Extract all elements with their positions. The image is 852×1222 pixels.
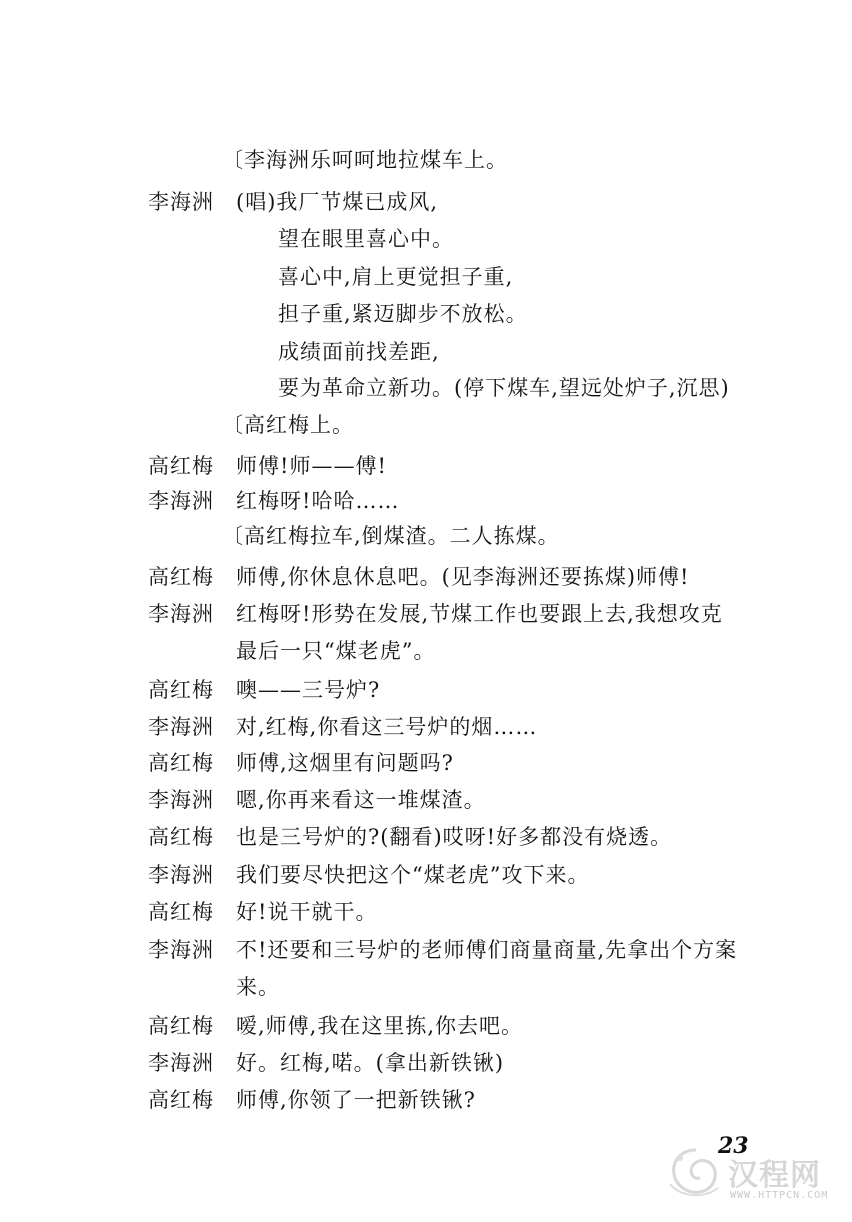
- speaker-name: 高红梅: [148, 900, 214, 924]
- speaker-name: 高红梅: [148, 825, 214, 849]
- dialog-text: 也是三号炉的?(翻看)哎呀!好多都没有烧透。: [236, 825, 673, 849]
- speaker-name: 李海洲: [148, 788, 214, 812]
- dialog-text: 好。红梅,喏。(拿出新铁锹): [236, 1051, 505, 1075]
- speaker-name: 高红梅: [148, 678, 214, 702]
- stage-direction: 〔李海洲乐呵呵地拉煤车上。: [222, 148, 508, 172]
- dialog-text: 红梅呀!哈哈……: [236, 489, 400, 513]
- dialog-text: 红梅呀!形势在发展,节煤工作也要跟上去,我想攻克: [236, 602, 723, 626]
- dialog-text: 师傅,你休息休息吧。(见李海洲还要拣煤)师傅!: [236, 565, 690, 589]
- swirl-logo-icon: [666, 1144, 726, 1202]
- song-verse: 要为革命立新功。(停下煤车,望远处炉子,沉思): [278, 376, 730, 400]
- speaker-name: 李海洲: [148, 602, 214, 626]
- stage-direction: 〔高红梅拉车,倒煤渣。二人拣煤。: [222, 524, 560, 548]
- speaker-name: 李海洲: [148, 190, 214, 214]
- dialog-text-continued: 最后一只“煤老虎”。: [236, 639, 436, 663]
- dialog-text: 师傅,你领了一把新铁锹?: [236, 1088, 476, 1112]
- speaker-name: 李海洲: [148, 863, 214, 887]
- dialog-text: 好!说干就干。: [236, 900, 378, 924]
- dialog-text: 对,红梅,你看这三号炉的烟……: [236, 715, 538, 739]
- dialog-text: 我们要尽快把这个“煤老虎”攻下来。: [236, 863, 590, 887]
- watermark-url: WWW.HTTPCN.COM: [730, 1190, 829, 1201]
- speaker-name: 李海洲: [148, 715, 214, 739]
- dialog-text: (唱)我厂节煤已成风,: [236, 190, 439, 214]
- song-verse: 望在眼里喜心中。: [278, 227, 454, 251]
- watermark-text: 汉程网: [728, 1158, 821, 1193]
- dialog-text: 师傅,这烟里有问题吗?: [236, 751, 454, 775]
- dialog-text: 噢——三号炉?: [236, 678, 381, 702]
- song-verse: 担子重,紧迈脚步不放松。: [278, 302, 528, 326]
- stage-direction: 〔高红梅上。: [222, 413, 354, 437]
- dialog-text: 嗳,师傅,我在这里拣,你去吧。: [236, 1014, 524, 1038]
- page-number: 23: [718, 1133, 749, 1159]
- speaker-name: 高红梅: [148, 565, 214, 589]
- speaker-name: 高红梅: [148, 751, 214, 775]
- song-verse: 成绩面前找差距,: [278, 340, 440, 364]
- speaker-name: 高红梅: [148, 1088, 214, 1112]
- dialog-text: 嗯,你再来看这一堆煤渣。: [236, 788, 486, 812]
- song-verse: 喜心中,肩上更觉担子重,: [278, 265, 514, 289]
- speaker-name: 李海洲: [148, 1051, 214, 1075]
- watermark: [666, 1138, 842, 1208]
- dialog-text: 不!还要和三号炉的老师傅们商量商量,先拿出个方案: [236, 938, 738, 962]
- speaker-name: 高红梅: [148, 1014, 214, 1038]
- speaker-name: 高红梅: [148, 454, 214, 478]
- dialog-text-continued: 来。: [236, 975, 280, 999]
- dialog-text: 师傅!师——傅!: [236, 454, 387, 478]
- speaker-name: 李海洲: [148, 489, 214, 513]
- speaker-name: 李海洲: [148, 938, 214, 962]
